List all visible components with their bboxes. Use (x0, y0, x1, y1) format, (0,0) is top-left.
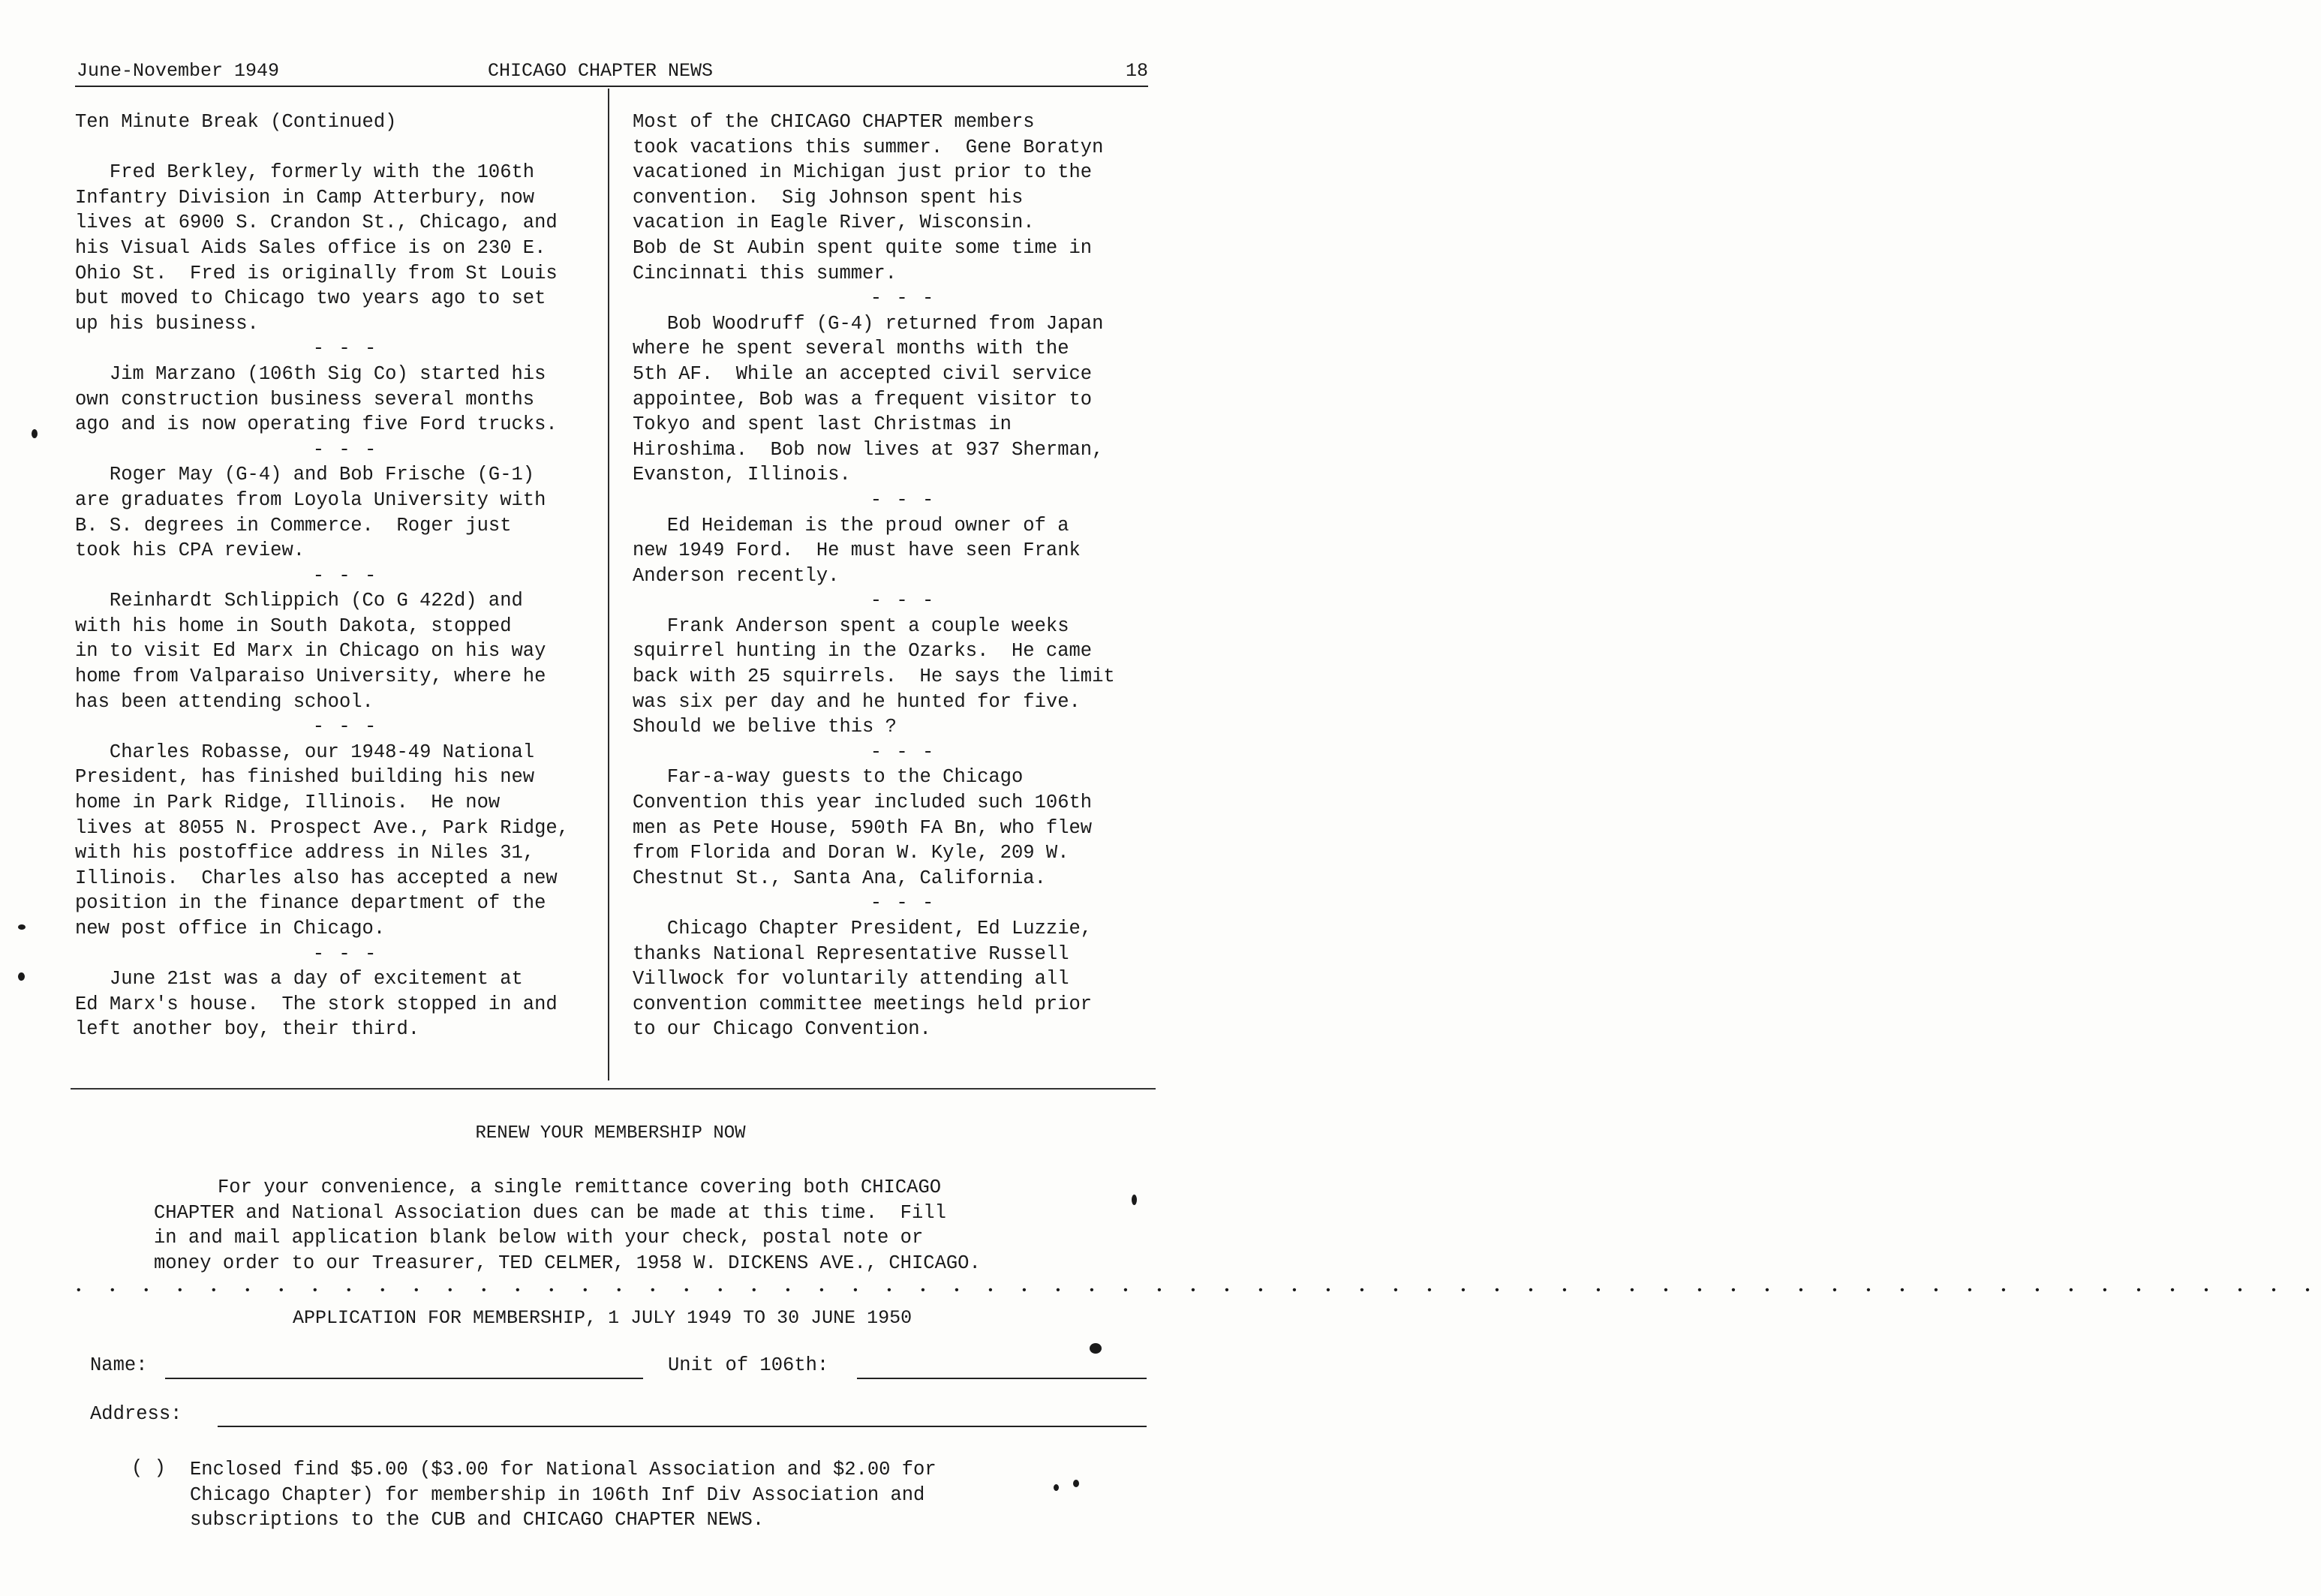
text-line: June 21st was a day of excitement at (75, 968, 523, 990)
text-line: Hiroshima. Bob now lives at 937 Sherman, (633, 438, 1104, 461)
text-line: thanks National Representative Russell (633, 942, 1069, 965)
ink-mark (1054, 1484, 1059, 1491)
text-line: Chicago Chapter) for membership in 106th Inf Div Association and (190, 1483, 925, 1506)
text-line: Ohio St. Fred is originally from St Louis (75, 262, 558, 284)
text-line: new post office in Chicago. (75, 918, 386, 939)
right-column (633, 110, 1173, 1042)
news-item (75, 966, 615, 1042)
text-line: convention. Sig Johnson spent his (633, 186, 1024, 209)
text-line: Ed Heideman is the proud owner of a (633, 514, 1069, 537)
ink-mark (1090, 1343, 1102, 1354)
name-label: Name: (90, 1354, 148, 1376)
text-line: his Visual Aids Sales office is on 230 E. (75, 236, 546, 259)
text-line: lives at 8055 N. Prospect Ave., Park Ridge, (75, 816, 570, 839)
text-line: vacationed in Michigan just prior to the (633, 161, 1093, 184)
text-line: position in the finance department of the (75, 892, 546, 915)
text-line: squirrel hunting in the Ozarks. He came (633, 640, 1093, 663)
item-separator: - - - (312, 942, 378, 965)
item-separator: - - - (312, 338, 378, 360)
text-line: Evanston, Illinois. (633, 464, 851, 486)
text-line: Far-a-way guests to the Chicago (633, 766, 1024, 789)
address-input-line[interactable] (218, 1426, 1147, 1427)
text-line: vacation in Eagle River, Wisconsin. (633, 212, 1035, 234)
text-line: Ed Marx's house. The stork stopped in and (75, 993, 558, 1015)
text-line: Illinois. Charles also has accepted a new (75, 867, 558, 889)
text-line: took his CPA review. (75, 540, 305, 562)
text-line: back with 25 squirrels. He says the limit (633, 666, 1115, 688)
news-item (75, 362, 615, 437)
address-label: Address: (90, 1403, 182, 1425)
text-line: own construction business several months (75, 388, 535, 410)
left-column (75, 110, 615, 1042)
text-line: Enclosed find $5.00 ($3.00 for National Association and $2.00 for (190, 1459, 937, 1480)
item-separator: - - - (312, 716, 378, 738)
enclosure-checkbox[interactable]: ( ) (131, 1457, 166, 1479)
renew-paragraph (154, 1175, 981, 1276)
text-line: in and mail application blank below with your check, postal note or (154, 1227, 924, 1249)
ink-mark (1073, 1480, 1079, 1487)
newsletter-title: CHICAGO CHAPTER NEWS (488, 60, 714, 82)
text-line: new 1949 Ford. He must have seen Frank (633, 540, 1081, 562)
unit-label: Unit of 106th: (668, 1354, 829, 1376)
news-item (633, 916, 1173, 1042)
text-line: Anderson recently. (633, 564, 840, 587)
text-line: Bob de St Aubin spent quite some time in (633, 236, 1093, 259)
item-separator: - - - (870, 488, 936, 511)
news-item (633, 311, 1173, 488)
text-line: but moved to Chicago two years ago to set (75, 287, 546, 310)
text-line: men as Pete House, 590th FA Bn, who flew (633, 816, 1093, 839)
text-line: Chestnut St., Santa Ana, California. (633, 867, 1046, 889)
text-line: from Florida and Doran W. Kyle, 209 W. (633, 842, 1069, 864)
news-item (633, 765, 1173, 891)
text-line: CHAPTER and National Association dues can be made at this time. Fill (154, 1201, 946, 1224)
text-line: Villwock for voluntarily attending all (633, 968, 1069, 990)
unit-input-line[interactable] (857, 1378, 1147, 1379)
section-heading (75, 110, 615, 135)
text-line: convention committee meetings held prior (633, 993, 1093, 1015)
text-line: money order to our Treasurer, TED CELMER, 1958 W. DICKENS AVE., CHICAGO. (154, 1252, 981, 1274)
item-separator: - - - (870, 892, 936, 915)
text-line: has been attending school. (75, 690, 374, 713)
item-separator: - - - (870, 590, 936, 612)
text-line: Reinhardt Schlippich (Co G 422d) and (75, 590, 523, 612)
ink-mark (18, 972, 25, 981)
ink-mark (18, 924, 26, 930)
text-line: Ten Minute Break (Continued) (75, 111, 397, 133)
text-line: are graduates from Loyola University with (75, 488, 546, 511)
text-line: Tokyo and spent last Christmas in (633, 413, 1012, 436)
text-line: subscriptions to the CUB and CHICAGO CHAPTER NEWS. (190, 1509, 765, 1531)
text-line: Convention this year included such 106th (633, 792, 1093, 814)
dotted-separator: • • • • • • • • • • • • • • • • • • • • • • • • • • • • • • • • • • • • • • • • • • • • • • • • • • • • • • • • • • • • • • • • • • • (75, 1284, 2321, 1297)
enclosure-text (190, 1457, 937, 1533)
item-separator: - - - (312, 438, 378, 461)
text-line: in to visit Ed Marx in Chicago on his way (75, 640, 546, 663)
text-line: where he spent several months with the (633, 338, 1069, 360)
application-title: APPLICATION FOR MEMBERSHIP, 1 JULY 1949 TO 30 JUNE 1950 (293, 1307, 912, 1329)
text-line: B. S. degrees in Commerce. Roger just (75, 514, 512, 537)
news-item (75, 462, 615, 563)
ink-mark (32, 429, 38, 438)
text-line: Charles Robasse, our 1948-49 National (75, 741, 535, 763)
text-line: Cincinnati this summer. (633, 262, 897, 284)
text-line: left another boy, their third. (75, 1018, 420, 1041)
news-item (633, 614, 1173, 740)
text-line: 5th AF. While an accepted civil service (633, 362, 1093, 385)
section-divider (71, 1088, 1156, 1090)
ink-mark (1132, 1195, 1137, 1205)
news-item (633, 110, 1173, 286)
text-line: with his home in South Dakota, stopped (75, 615, 512, 637)
text-line: Bob Woodruff (G-4) returned from Japan (633, 312, 1104, 335)
paragraph-gap (75, 135, 615, 161)
item-separator: - - - (870, 741, 936, 763)
issue-date: June-November 1949 (77, 60, 280, 82)
news-item (75, 588, 615, 714)
page-header (75, 60, 1148, 87)
text-line: appointee, Bob was a frequent visitor to (633, 388, 1093, 410)
text-line: Roger May (G-4) and Bob Frische (G-1) (75, 464, 535, 486)
news-item (633, 513, 1173, 589)
item-separator: - - - (870, 287, 936, 310)
text-line: President, has finished building his new (75, 766, 535, 789)
text-line: Should we belive this ? (633, 716, 897, 738)
text-line: Most of the CHICAGO CHAPTER members (633, 111, 1035, 133)
text-line: Chicago Chapter President, Ed Luzzie, (633, 918, 1093, 939)
text-line: home in Park Ridge, Illinois. He now (75, 792, 501, 814)
text-line: took vacations this summer. Gene Boratyn (633, 136, 1104, 158)
text-line: home from Valparaiso University, where he (75, 666, 546, 688)
text-line: to our Chicago Convention. (633, 1018, 931, 1041)
text-line: Jim Marzano (106th Sig Co) started his (75, 362, 546, 385)
text-line: up his business. (75, 312, 259, 335)
text-line: lives at 6900 S. Crandon St., Chicago, and (75, 212, 558, 234)
text-line: Fred Berkley, formerly with the 106th (75, 161, 535, 184)
text-line: Infantry Division in Camp Atterbury, now (75, 186, 535, 209)
name-input-line[interactable] (165, 1378, 643, 1379)
renew-heading: RENEW YOUR MEMBERSHIP NOW (475, 1123, 746, 1144)
text-line: was six per day and he hunted for five. (633, 690, 1081, 713)
item-separator: - - - (312, 564, 378, 587)
text-line: with his postoffice address in Niles 31, (75, 842, 535, 864)
page-number: 18 (1125, 60, 1148, 82)
text-line: For your convenience, a single remittance covering both CHICAGO (218, 1177, 942, 1198)
text-line: ago and is now operating five Ford trucks. (75, 413, 558, 436)
news-item (75, 160, 615, 336)
news-item (75, 740, 615, 942)
text-line: Frank Anderson spent a couple weeks (633, 615, 1069, 637)
